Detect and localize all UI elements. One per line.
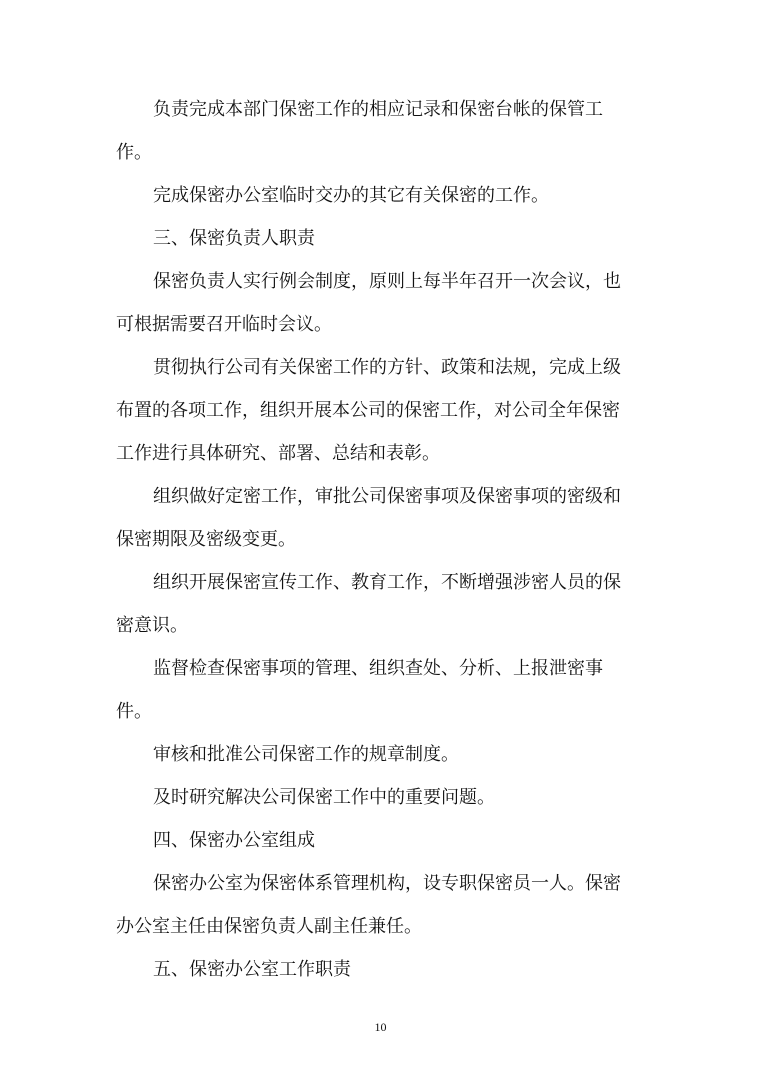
paragraph-record-keeping: 负责完成本部门保密工作的相应记录和保密台帐的保管工作。 [116,99,603,163]
paragraph-publicity-education: 组织开展保密宣传工作、教育工作，不断增强涉密人员的保密意识。 [116,572,621,636]
paragraph-office-composition: 保密办公室为保密体系管理机构，设专职保密员一人。保密办公室主任由保密负责人副主任兼任。 [116,873,621,937]
page-number: 10 [374,1020,387,1034]
paragraph-temporary-tasks: 完成保密办公室临时交办的其它有关保密的工作。 [153,185,549,206]
paragraph-regular-meetings: 保密负责人实行例会制度，原则上每半年召开一次会议，也可根据需要召开临时会议。 [116,271,621,335]
section-heading-office-composition: 四、保密办公室组成 [153,830,315,851]
paragraph-classification-work: 组织做好定密工作，审批公司保密事项及保密事项的密级和保密期限及密级变更。 [116,486,621,550]
section-heading-responsible-person-duties: 三、保密负责人职责 [153,228,315,249]
paragraph-implement-policies: 贯彻执行公司有关保密工作的方针、政策和法规，完成上级布置的各项工作，组织开展本公司的保密工作，对公司全年保密工作进行具体研究、部署、总结和表彰。 [116,357,621,464]
paragraph-resolve-issues: 及时研究解决公司保密工作中的重要问题。 [153,787,495,808]
section-heading-office-duties: 五、保密办公室工作职责 [153,959,351,980]
paragraph-approve-regulations: 审核和批准公司保密工作的规章制度。 [153,744,459,765]
paragraph-supervision-inspection: 监督检查保密事项的管理、组织查处、分析、上报泄密事件。 [116,658,603,722]
document-body [116,88,636,991]
